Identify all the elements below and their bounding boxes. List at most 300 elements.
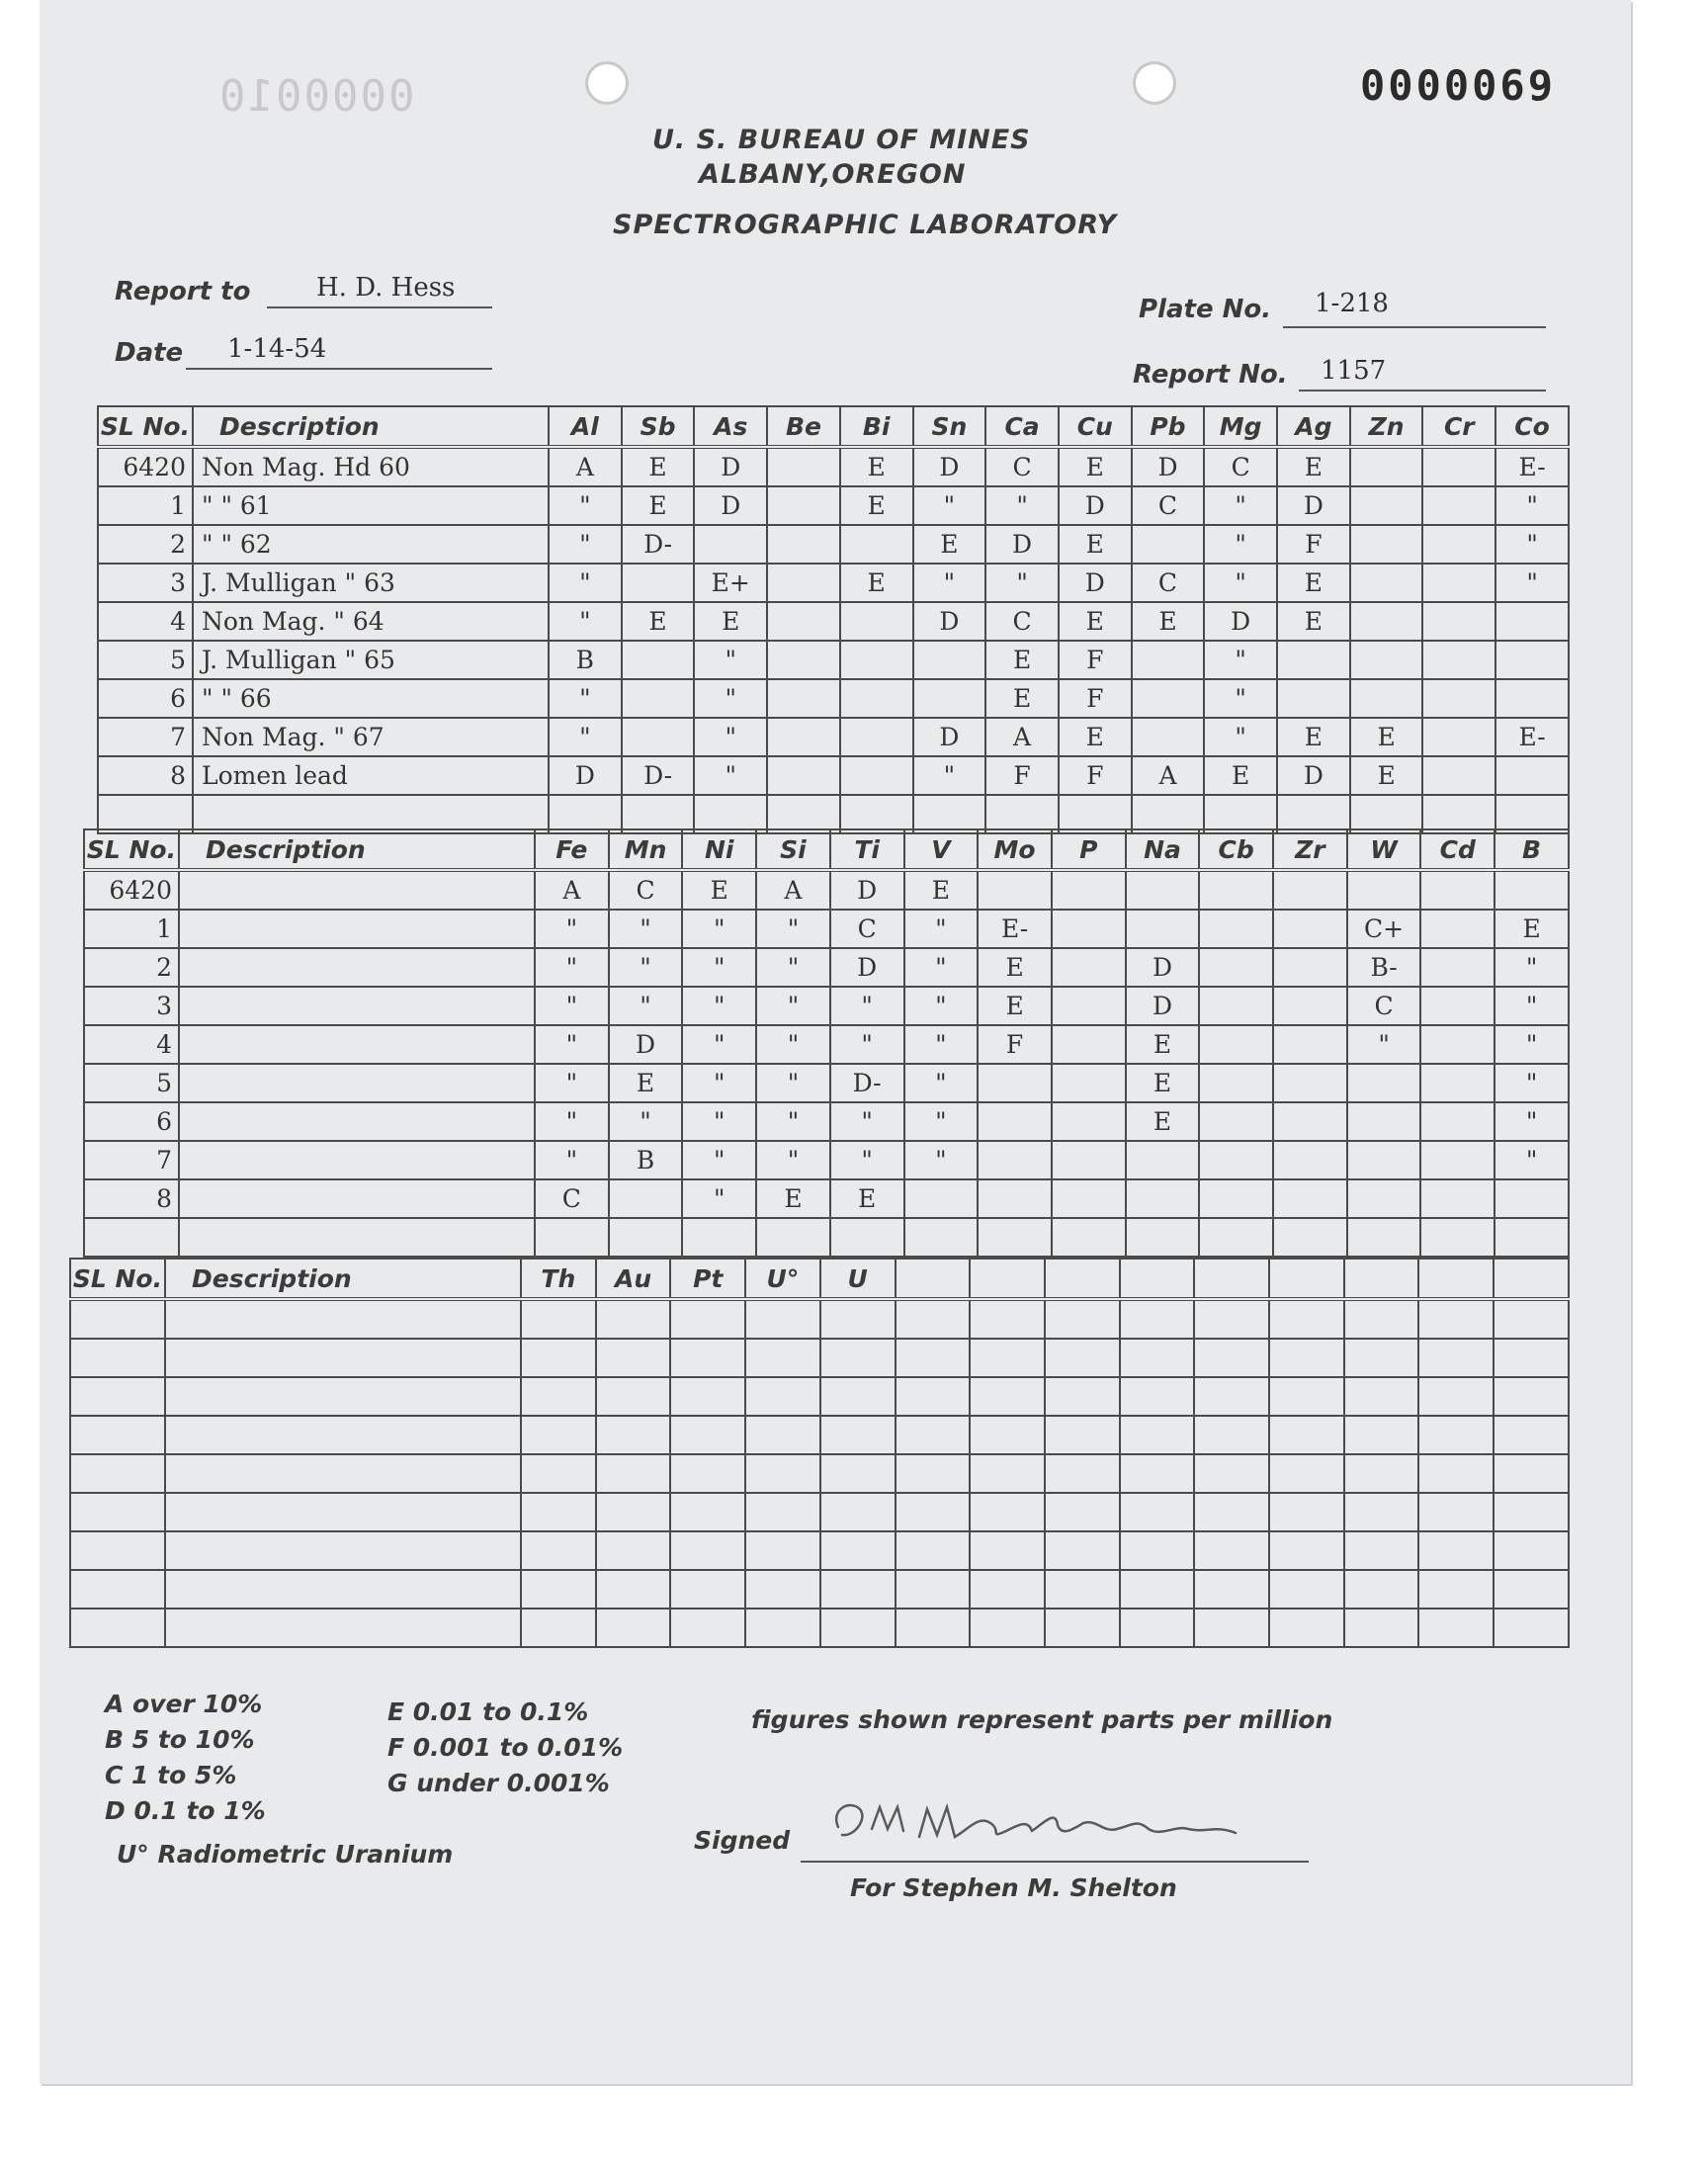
element-grade-cell: "	[904, 1141, 979, 1179]
sample-number-cell: 3	[84, 987, 179, 1025]
element-grade-cell: "	[830, 1025, 904, 1064]
element-grade-cell	[1052, 1025, 1126, 1064]
element-grade-cell	[1420, 1064, 1494, 1102]
element-grade-cell: E	[1126, 1102, 1200, 1141]
element-grade-cell: "	[682, 1141, 756, 1179]
plate-no-label: Plate No.	[1139, 295, 1272, 324]
punch-hole-left	[585, 61, 629, 105]
description-cell: J. Mulligan " 63	[193, 564, 549, 602]
table3-header-cell: Description	[165, 1259, 521, 1299]
element-grade-cell	[1194, 1377, 1269, 1416]
element-grade-cell	[1052, 870, 1126, 910]
element-grade-cell: C	[1132, 564, 1205, 602]
element-grade-cell: "	[904, 948, 979, 987]
table2-header-cell: Mo	[978, 829, 1052, 870]
legend-scale-e-g	[387, 1695, 623, 1801]
table3-row	[70, 1299, 1569, 1339]
element-grade-cell: "	[535, 987, 609, 1025]
element-grade-cell	[1344, 1609, 1419, 1647]
sample-number-cell	[70, 1339, 165, 1377]
report-sheet	[40, 0, 1631, 2084]
sample-number-cell	[70, 1531, 165, 1570]
element-grade-cell: E	[1132, 602, 1205, 641]
element-grade-cell	[1052, 1179, 1126, 1218]
report-no-underline	[1299, 390, 1546, 392]
sample-number-cell	[70, 1377, 165, 1416]
element-grade-cell: "	[1204, 564, 1277, 602]
sample-number-cell	[70, 1416, 165, 1454]
element-grade-cell	[978, 1102, 1052, 1141]
element-grade-cell	[596, 1299, 671, 1339]
element-grade-cell	[767, 447, 840, 486]
element-grade-cell: "	[756, 1025, 830, 1064]
element-grade-cell	[1052, 1141, 1126, 1179]
element-grade-cell: C+	[1347, 910, 1421, 948]
table2-row	[84, 987, 1569, 1025]
element-grade-cell: C	[1347, 987, 1421, 1025]
element-grade-cell	[1045, 1339, 1120, 1377]
element-grade-cell: E	[840, 447, 913, 486]
element-grade-cell	[596, 1339, 671, 1377]
table2-header-cell: Mn	[609, 829, 683, 870]
element-grade-cell	[1418, 1493, 1494, 1531]
element-grade-cell	[1422, 525, 1495, 564]
element-grade-cell	[840, 602, 913, 641]
description-cell	[179, 1218, 535, 1257]
element-grade-cell	[970, 1339, 1045, 1377]
element-grade-cell: E	[913, 525, 986, 564]
element-grade-cell	[896, 1299, 971, 1339]
element-grade-cell: D	[694, 486, 767, 525]
legend-line: F 0.001 to 0.01%	[387, 1733, 624, 1762]
table2-header-cell: Na	[1126, 829, 1200, 870]
element-grade-cell: "	[904, 1064, 979, 1102]
table2-header-cell: Zr	[1273, 829, 1347, 870]
element-grade-cell	[1418, 1339, 1494, 1377]
table1-header-cell: Co	[1495, 406, 1569, 447]
legend-line: G under 0.001%	[387, 1769, 610, 1797]
element-grade-cell	[767, 679, 840, 718]
table1-header-cell: SL No.	[98, 406, 193, 447]
table3-row	[70, 1570, 1569, 1609]
table1-header-cell: Ca	[985, 406, 1059, 447]
element-grade-cell	[1422, 641, 1495, 679]
element-grade-cell	[1273, 1218, 1347, 1257]
table3-row	[70, 1339, 1569, 1377]
description-cell	[179, 910, 535, 948]
element-grade-cell	[1269, 1609, 1344, 1647]
report-to-underline	[267, 306, 492, 308]
element-grade-cell: B	[609, 1141, 683, 1179]
element-grade-cell: "	[756, 1102, 830, 1141]
element-grade-cell	[1350, 679, 1423, 718]
element-grade-cell	[535, 1218, 609, 1257]
table3-header-cell	[1269, 1259, 1344, 1299]
table1-header-cell: Description	[193, 406, 549, 447]
element-grade-cell: E	[1350, 718, 1423, 756]
legend-line: A over 10%	[105, 1690, 263, 1718]
table1-row	[98, 679, 1569, 718]
sample-number-cell: 6420	[98, 447, 193, 486]
element-grade-cell	[978, 1064, 1052, 1102]
element-grade-cell	[913, 679, 986, 718]
element-grade-cell	[670, 1339, 745, 1377]
description-cell: Non Mag. Hd 60	[193, 447, 549, 486]
element-grade-cell	[521, 1531, 596, 1570]
description-cell	[165, 1570, 521, 1609]
description-cell	[165, 1377, 521, 1416]
table2-header-cell: Fe	[535, 829, 609, 870]
description-cell	[179, 1141, 535, 1179]
element-grade-cell: E-	[978, 910, 1052, 948]
element-grade-cell: A	[756, 870, 830, 910]
element-grade-cell	[1045, 1416, 1120, 1454]
element-grade-cell	[820, 1454, 896, 1493]
table1-header-cell: Bi	[840, 406, 913, 447]
element-grade-cell: E	[904, 870, 979, 910]
description-cell	[179, 1179, 535, 1218]
handwritten-signature	[820, 1780, 1295, 1869]
element-grade-cell: C	[535, 1179, 609, 1218]
element-grade-cell	[820, 1609, 896, 1647]
element-grade-cell	[1199, 1064, 1273, 1102]
element-grade-cell: "	[549, 602, 622, 641]
element-grade-cell: D	[985, 525, 1059, 564]
element-grade-cell: "	[682, 910, 756, 948]
element-grade-cell: "	[1495, 525, 1569, 564]
table1-header-cell: Sb	[622, 406, 695, 447]
element-grade-cell	[745, 1377, 820, 1416]
element-grade-cell	[896, 1570, 971, 1609]
element-grade-cell	[767, 756, 840, 795]
element-grade-cell	[970, 1570, 1045, 1609]
element-grade-cell	[904, 1218, 979, 1257]
element-grade-cell: "	[682, 1179, 756, 1218]
description-cell	[179, 987, 535, 1025]
legend-line: E 0.01 to 0.1%	[387, 1697, 589, 1726]
element-grade-cell	[1199, 1218, 1273, 1257]
element-grade-cell: "	[682, 1025, 756, 1064]
table2-row	[84, 870, 1569, 910]
element-grade-cell: E-	[1495, 447, 1569, 486]
elements-table-1	[97, 405, 1570, 834]
table3-header-cell	[970, 1259, 1045, 1299]
sample-number-cell: 6420	[84, 870, 179, 910]
table3-header-row	[70, 1259, 1569, 1299]
description-cell	[179, 1064, 535, 1102]
element-grade-cell	[596, 1416, 671, 1454]
element-grade-cell	[1350, 564, 1423, 602]
table2-header-cell: SL No.	[84, 829, 179, 870]
element-grade-cell	[670, 1377, 745, 1416]
element-grade-cell	[1132, 679, 1205, 718]
element-grade-cell	[521, 1493, 596, 1531]
header-line-3: SPECTROGRAPHIC LABORATORY	[613, 210, 1118, 240]
table1-header-cell: Sn	[913, 406, 986, 447]
element-grade-cell: E	[1277, 718, 1350, 756]
element-grade-cell	[1350, 641, 1423, 679]
description-cell	[165, 1493, 521, 1531]
element-grade-cell: A	[535, 870, 609, 910]
element-grade-cell: E	[1059, 602, 1132, 641]
element-grade-cell	[609, 1218, 683, 1257]
element-grade-cell	[1126, 1141, 1200, 1179]
element-grade-cell: E	[756, 1179, 830, 1218]
element-grade-cell	[1194, 1416, 1269, 1454]
table2-header-row	[84, 829, 1569, 870]
for-line: For Stephen M. Shelton	[850, 1873, 1177, 1902]
element-grade-cell: D	[830, 948, 904, 987]
element-grade-cell: "	[985, 486, 1059, 525]
element-grade-cell	[767, 602, 840, 641]
element-grade-cell	[1347, 870, 1421, 910]
description-cell: " " 62	[193, 525, 549, 564]
element-grade-cell	[1269, 1570, 1344, 1609]
element-grade-cell: D	[1126, 948, 1200, 987]
element-grade-cell	[1420, 910, 1494, 948]
element-grade-cell	[1494, 1377, 1569, 1416]
table2-header-cell: P	[1052, 829, 1126, 870]
element-grade-cell	[670, 1609, 745, 1647]
table2-row	[84, 1102, 1569, 1141]
table1-header-cell: Cu	[1059, 406, 1132, 447]
element-grade-cell	[1120, 1377, 1195, 1416]
report-to-label: Report to	[115, 277, 251, 306]
description-cell: J. Mulligan " 65	[193, 641, 549, 679]
element-grade-cell	[1494, 1531, 1569, 1570]
table1-header-cell: Be	[767, 406, 840, 447]
element-grade-cell	[1120, 1570, 1195, 1609]
element-grade-cell: "	[904, 1102, 979, 1141]
element-grade-cell	[1344, 1377, 1419, 1416]
element-grade-cell: "	[549, 718, 622, 756]
element-grade-cell	[1420, 1102, 1494, 1141]
element-grade-cell: "	[609, 910, 683, 948]
table1-row	[98, 486, 1569, 525]
table3-header-cell	[1120, 1259, 1195, 1299]
element-grade-cell	[978, 1218, 1052, 1257]
element-grade-cell	[670, 1493, 745, 1531]
element-grade-cell	[896, 1493, 971, 1531]
element-grade-cell: F	[1059, 756, 1132, 795]
table2-row	[84, 910, 1569, 948]
element-grade-cell	[1132, 525, 1205, 564]
table1-row	[98, 564, 1569, 602]
element-grade-cell	[1418, 1454, 1494, 1493]
element-grade-cell: E	[1494, 910, 1569, 948]
element-grade-cell: "	[1495, 564, 1569, 602]
element-grade-cell	[1120, 1493, 1195, 1531]
element-grade-cell	[1045, 1493, 1120, 1531]
element-grade-cell: "	[609, 1102, 683, 1141]
table3-header-cell	[1418, 1259, 1494, 1299]
element-grade-cell: "	[694, 641, 767, 679]
element-grade-cell	[521, 1339, 596, 1377]
element-grade-cell	[820, 1493, 896, 1531]
element-grade-cell: "	[1347, 1025, 1421, 1064]
report-to-value: H. D. Hess	[316, 273, 456, 303]
table1-row	[98, 447, 1569, 486]
header-line-2: ALBANY,OREGON	[699, 159, 967, 190]
element-grade-cell	[521, 1377, 596, 1416]
element-grade-cell: "	[1494, 1064, 1569, 1102]
table1-header-row	[98, 406, 1569, 447]
element-grade-cell: "	[1204, 679, 1277, 718]
description-cell	[179, 1102, 535, 1141]
table3-header-cell: Au	[596, 1259, 671, 1299]
element-grade-cell	[970, 1299, 1045, 1339]
element-grade-cell	[1418, 1609, 1494, 1647]
element-grade-cell	[1194, 1531, 1269, 1570]
radiometric-note: U° Radiometric Uranium	[117, 1840, 454, 1869]
element-grade-cell: "	[682, 948, 756, 987]
element-grade-cell: "	[904, 910, 979, 948]
sample-number-cell: 6	[98, 679, 193, 718]
element-grade-cell	[1494, 1339, 1569, 1377]
element-grade-cell	[1418, 1531, 1494, 1570]
element-grade-cell	[1350, 525, 1423, 564]
element-grade-cell	[1344, 1339, 1419, 1377]
element-grade-cell	[1347, 1141, 1421, 1179]
element-grade-cell: A	[985, 718, 1059, 756]
element-grade-cell	[1495, 602, 1569, 641]
element-grade-cell	[521, 1609, 596, 1647]
table3-row	[70, 1609, 1569, 1647]
element-grade-cell: "	[609, 948, 683, 987]
element-grade-cell	[596, 1570, 671, 1609]
description-cell: " " 61	[193, 486, 549, 525]
element-grade-cell	[745, 1416, 820, 1454]
element-grade-cell	[1494, 1299, 1569, 1339]
element-grade-cell	[1045, 1570, 1120, 1609]
element-grade-cell	[1199, 910, 1273, 948]
description-cell	[165, 1531, 521, 1570]
element-grade-cell	[1494, 1416, 1569, 1454]
element-grade-cell	[1132, 641, 1205, 679]
element-grade-cell	[1052, 1102, 1126, 1141]
element-grade-cell	[670, 1570, 745, 1609]
element-grade-cell	[820, 1299, 896, 1339]
element-grade-cell	[1269, 1531, 1344, 1570]
element-grade-cell	[1273, 870, 1347, 910]
element-grade-cell	[1344, 1454, 1419, 1493]
table2-header-cell: B	[1494, 829, 1569, 870]
element-grade-cell: C	[1204, 447, 1277, 486]
element-grade-cell	[521, 1570, 596, 1609]
element-grade-cell	[1418, 1377, 1494, 1416]
element-grade-cell: "	[682, 1064, 756, 1102]
element-grade-cell: "	[1204, 486, 1277, 525]
sample-number-cell: 7	[98, 718, 193, 756]
table2-header-cell: Ni	[682, 829, 756, 870]
element-grade-cell: D	[1277, 486, 1350, 525]
element-grade-cell: D	[1277, 756, 1350, 795]
element-grade-cell: E-	[1495, 718, 1569, 756]
sample-number-cell: 4	[84, 1025, 179, 1064]
element-grade-cell: "	[549, 486, 622, 525]
element-grade-cell	[1495, 641, 1569, 679]
element-grade-cell	[1420, 948, 1494, 987]
element-grade-cell	[596, 1493, 671, 1531]
table1-header-cell: Mg	[1204, 406, 1277, 447]
element-grade-cell: "	[535, 1025, 609, 1064]
element-grade-cell	[1273, 1141, 1347, 1179]
element-grade-cell	[1199, 948, 1273, 987]
element-grade-cell: D	[913, 447, 986, 486]
element-grade-cell	[1422, 679, 1495, 718]
element-grade-cell	[840, 525, 913, 564]
element-grade-cell	[896, 1454, 971, 1493]
element-grade-cell	[1420, 870, 1494, 910]
element-grade-cell	[1052, 910, 1126, 948]
element-grade-cell	[1120, 1299, 1195, 1339]
element-grade-cell	[1420, 1141, 1494, 1179]
table3-header-cell	[1194, 1259, 1269, 1299]
report-no-value: 1157	[1321, 356, 1387, 386]
element-grade-cell	[521, 1454, 596, 1493]
element-grade-cell	[767, 641, 840, 679]
table2-row	[84, 948, 1569, 987]
element-grade-cell	[745, 1531, 820, 1570]
element-grade-cell: "	[1204, 525, 1277, 564]
element-grade-cell	[1269, 1339, 1344, 1377]
element-grade-cell	[1350, 602, 1423, 641]
element-grade-cell: D	[1132, 447, 1205, 486]
element-grade-cell	[1120, 1339, 1195, 1377]
element-grade-cell	[1045, 1531, 1120, 1570]
element-grade-cell	[1494, 1179, 1569, 1218]
punch-hole-right	[1133, 61, 1176, 105]
sample-number-cell	[70, 1299, 165, 1339]
table3-header-cell: SL No.	[70, 1259, 165, 1299]
element-grade-cell	[622, 718, 695, 756]
element-grade-cell	[1420, 987, 1494, 1025]
element-grade-cell	[978, 1141, 1052, 1179]
element-grade-cell: "	[535, 1102, 609, 1141]
element-grade-cell: D	[830, 870, 904, 910]
bleed-through-number: 0000010	[217, 71, 415, 122]
table3-header-cell	[1494, 1259, 1569, 1299]
element-grade-cell	[1269, 1416, 1344, 1454]
element-grade-cell: E	[840, 486, 913, 525]
element-grade-cell	[521, 1299, 596, 1339]
element-grade-cell: F	[1059, 641, 1132, 679]
element-grade-cell	[596, 1377, 671, 1416]
element-grade-cell	[767, 525, 840, 564]
element-grade-cell	[1273, 1064, 1347, 1102]
sample-number-cell	[70, 1570, 165, 1609]
table3-header-cell	[1344, 1259, 1419, 1299]
legend-line: B 5 to 10%	[105, 1725, 255, 1754]
element-grade-cell: "	[549, 525, 622, 564]
element-grade-cell	[1422, 564, 1495, 602]
description-cell	[165, 1454, 521, 1493]
element-grade-cell: "	[1494, 1102, 1569, 1141]
element-grade-cell: E	[1059, 447, 1132, 486]
plate-no-value: 1-218	[1315, 289, 1389, 318]
element-grade-cell	[896, 1416, 971, 1454]
element-grade-cell: "	[913, 756, 986, 795]
description-cell	[165, 1299, 521, 1339]
table3-row	[70, 1416, 1569, 1454]
element-grade-cell	[1126, 1218, 1200, 1257]
element-grade-cell	[1422, 486, 1495, 525]
table2-header-cell: V	[904, 829, 979, 870]
element-grade-cell	[1273, 1025, 1347, 1064]
element-grade-cell	[1052, 1218, 1126, 1257]
element-grade-cell: E	[840, 564, 913, 602]
element-grade-cell: "	[756, 948, 830, 987]
